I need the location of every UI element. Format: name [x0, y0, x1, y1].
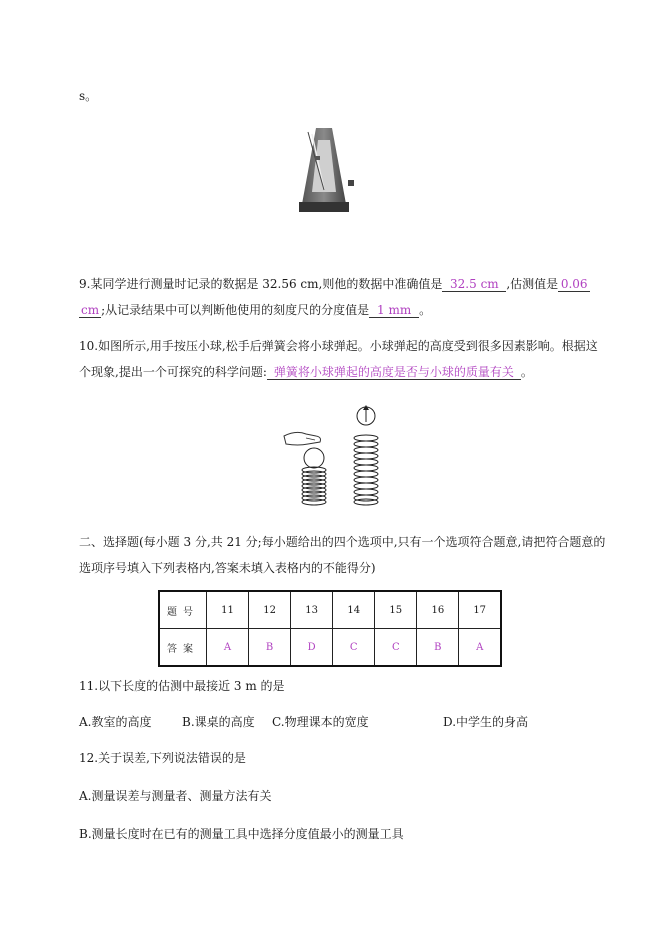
- question-11-option-d: D.中学生的身高: [443, 715, 529, 729]
- question-11-option-c: C.物理课本的宽度: [272, 715, 369, 729]
- table-cell-number: 13: [291, 591, 333, 629]
- table-cell-number: 16: [417, 591, 459, 629]
- section-2-instructions-line-2: 选项序号填入下列表格内,答案未填入表格内的不能得分): [79, 561, 376, 575]
- question-9-line-2: [79, 302, 431, 318]
- question-11-stem: 11.以下长度的估测中最接近 3 m 的是: [79, 679, 285, 693]
- question-9-text-3: ;从记录结果中可以判断他使用的刻度尺的分度值是: [101, 303, 370, 317]
- question-10-text-1: 如图所示,用手按压小球,松手后弹簧会将小球弹起。小球弹起的高度受到很多因素影响。根据这: [98, 339, 598, 353]
- table-cell-answer: C: [375, 629, 417, 667]
- question-9-text-1: 某同学进行测量时记录的数据是 32.56 cm,则他的数据中准确值是: [90, 277, 443, 291]
- table-cell-answer: B: [249, 629, 291, 667]
- question-12-stem: 12.关于误差,下列说法错误的是: [79, 751, 246, 765]
- metronome-figure: [296, 120, 356, 214]
- table-cell-number: 15: [375, 591, 417, 629]
- answer-table: [158, 590, 502, 667]
- table-label-question-number: 题号: [159, 591, 207, 629]
- answer-table-row-numbers: [159, 591, 501, 629]
- answer-estimate-value-part1: 0.06: [558, 277, 590, 292]
- question-12-option-b: B.测量长度时在已有的测量工具中选择分度值最小的测量工具: [79, 827, 404, 841]
- answer-estimate-value-part2: cm: [81, 303, 100, 317]
- table-cell-answer: C: [333, 629, 375, 667]
- top-fragment: s。: [79, 89, 98, 103]
- table-cell-answer: B: [417, 629, 459, 667]
- question-11-option-a: A.教室的高度: [79, 715, 152, 729]
- question-10-text-3: 。: [520, 365, 533, 379]
- question-10-text-2: 个现象,提出一个可探究的科学问题:: [79, 365, 267, 379]
- answer-table-row-answers: [159, 629, 501, 667]
- question-10-line-1: [79, 338, 598, 354]
- answer-division-value: 1 mm: [369, 303, 419, 318]
- question-10-line-2: [79, 364, 533, 380]
- table-cell-answer: A: [207, 629, 249, 667]
- table-cell-number: 14: [333, 591, 375, 629]
- table-label-answer: 答案: [159, 629, 207, 667]
- question-9-number: 9.: [79, 277, 91, 291]
- table-cell-number: 12: [249, 591, 291, 629]
- spring-ball-figure: [282, 400, 392, 510]
- question-12-option-a: A.测量误差与测量者、测量方法有关: [79, 789, 272, 803]
- table-cell-answer: A: [459, 629, 501, 667]
- question-11-option-b: B.课桌的高度: [182, 715, 255, 729]
- table-cell-number: 11: [207, 591, 249, 629]
- table-cell-number: 17: [459, 591, 501, 629]
- question-9-text-2: ,估测值是: [506, 277, 559, 291]
- answer-accurate-value: 32.5 cm: [442, 277, 506, 292]
- table-cell-answer: D: [291, 629, 333, 667]
- question-9-text-4: 。: [419, 303, 432, 317]
- question-10-number: 10.: [79, 339, 99, 353]
- question-9-line-1: [79, 276, 590, 292]
- question-10-answer: 弹簧将小球弹起的高度是否与小球的质量有关: [267, 365, 521, 380]
- section-2-instructions-line-1: 二、选择题(每小题 3 分,共 21 分;每小题给出的四个选项中,只有一个选项符合题意,请把符合题意的: [79, 535, 606, 549]
